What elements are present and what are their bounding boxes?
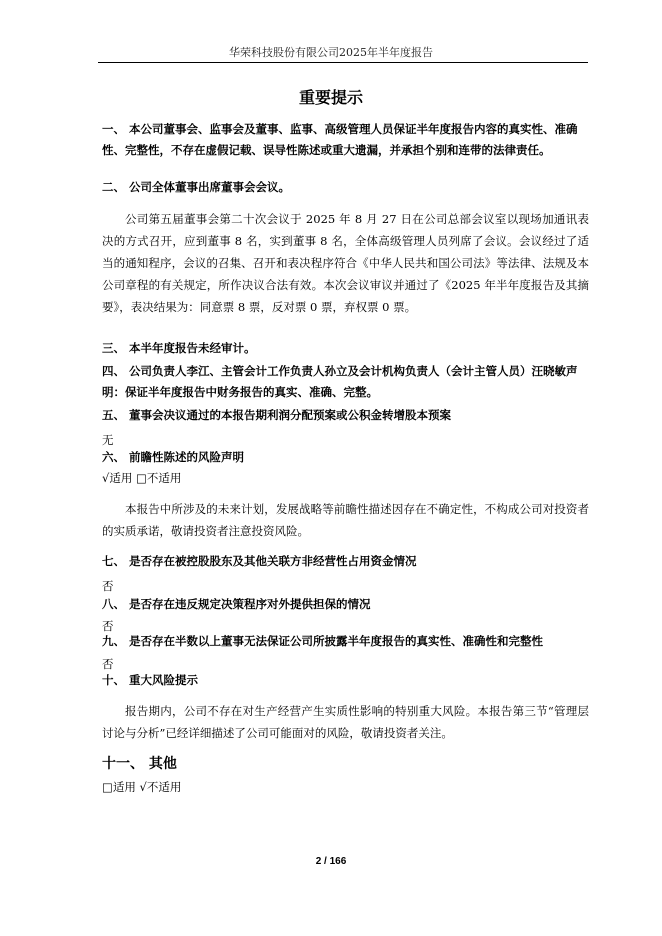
section-10-heading: 十、 重大风险提示 bbox=[102, 673, 199, 687]
page-number: 2 / 166 bbox=[315, 856, 347, 867]
section-7-heading: 七、 是否存在被控股股东及其他关联方非经营性占用资金情况 bbox=[102, 554, 417, 568]
section-11-heading: 十一、 其他 bbox=[102, 756, 177, 772]
section-3-heading: 三、 本半年度报告未经审计。 bbox=[102, 341, 256, 355]
section-4-heading: 四、 公司负责人李江、主管会计工作负责人孙立及会计机构负责人（会计主管人员）汪晓敏声明：保证半年度报告中财务报告的真实、准确、完整。 bbox=[102, 364, 578, 399]
section-9-heading: 九、 是否存在半数以上董事无法保证公司所披露半年度报告的真实性、准确性和完整性 bbox=[102, 634, 543, 648]
section-2-heading: 二、 公司全体董事出席董事会会议。 bbox=[102, 180, 291, 194]
section-9-value: 否 bbox=[102, 657, 114, 671]
section-6-heading: 六、 前瞻性陈述的风险声明 bbox=[102, 450, 245, 464]
section-10-body: 报告期内，公司不存在对生产经营产生实质性影响的特别重大风险。本报告第三节“管理层讨论与分析”已经详细描述了公司可能面对的风险，敬请投资者关注。 bbox=[102, 704, 589, 740]
section-6-applicability: √适用 □不适用 bbox=[102, 471, 182, 485]
section-6-body: 本报告中所涉及的未来计划，发展战略等前瞻性描述因存在不确定性，不构成公司对投资者的实质承诺，敬请投资者注意投资风险。 bbox=[102, 502, 589, 538]
section-8-value: 否 bbox=[102, 619, 114, 633]
section-11-applicability: □适用 √不适用 bbox=[102, 780, 182, 794]
section-1-heading: 一、 本公司董事会、监事会及董事、监事、高级管理人员保证半年度报告内容的真实性、准确性、完整性，不存在虚假记载、误导性陈述或重大遗漏，并承担个别和连带的法律责任。 bbox=[102, 122, 578, 157]
section-8-heading: 八、 是否存在违反规定决策程序对外提供担保的情况 bbox=[102, 597, 371, 611]
page-title: 重要提示 bbox=[298, 88, 363, 107]
section-5-heading: 五、 董事会决议通过的本报告期利润分配预案或公积金转增股本预案 bbox=[102, 408, 451, 422]
section-5-value: 无 bbox=[102, 433, 114, 447]
page-header: 华荣科技股份有限公司2025年半年度报告 bbox=[229, 46, 433, 59]
header-rule bbox=[98, 62, 588, 63]
section-2-body: 公司第五届董事会第二十次会议于 2025 年 8 月 27 日在公司总部会议室以现场加通讯表决的方式召开，应到董事 8 名，实到董事 8 名，全体高级管理人员列席了会议。会议经过了适当的通知程序，会议的召集、召开和表决程序符合《中华人民共和国公司法》等法律、法规及本公司章程的有关规定，所作决议合法有效。本次会议审议并通过了《2025 年半年度报告及其摘要》，表决结果为：同意票 8 票，反对票 0 票，弃权票 0 票。 bbox=[102, 212, 589, 314]
section-7-value: 否 bbox=[102, 579, 114, 593]
